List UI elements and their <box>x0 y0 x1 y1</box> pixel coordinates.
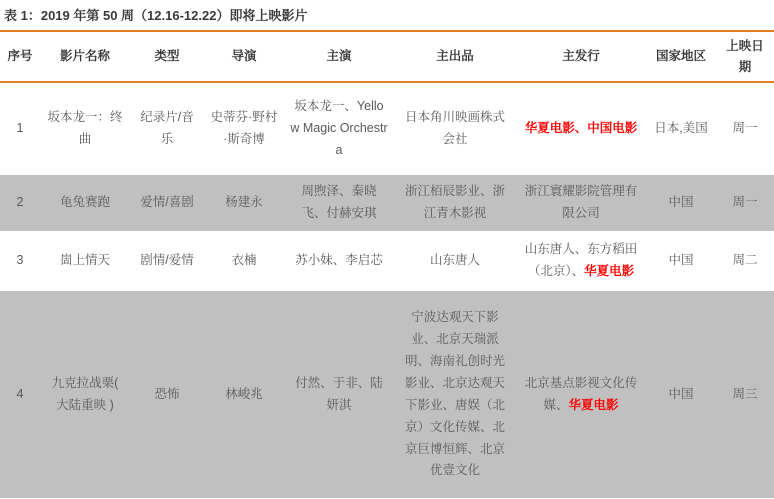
table-row <box>0 291 774 498</box>
distributor-plain: 山东唐人、东方稻田（北京）、 <box>524 242 638 279</box>
upcoming-movies-table <box>0 32 774 498</box>
cell-no: 3 <box>16 253 24 268</box>
table-row <box>0 231 774 291</box>
cell-cast: 周煦泽、秦晓飞、付赫安琪 <box>284 175 394 231</box>
cell-distributor <box>516 291 646 498</box>
table-row <box>0 82 774 175</box>
cell-genre: 恐怖 <box>130 291 204 498</box>
cell-film-name: 崮上情天 <box>59 253 110 268</box>
cell-film-name: 九克拉战栗( 大陆重映 ) <box>40 291 130 498</box>
distributor-plain: 北京基点影视文化传媒、 <box>524 375 638 412</box>
header-cast: 主演 <box>284 32 394 82</box>
cell-no: 2 <box>0 175 40 231</box>
cell-cast: 苏小妹、李启芯 <box>295 253 383 268</box>
table-title: 表 1：2019 年第 50 周（12.16-12.22）即将上映影片 <box>0 0 774 32</box>
cell-producer: 山东唐人 <box>429 253 480 268</box>
distributor-plain: 浙江寰耀影院管理有限公司 <box>524 184 638 221</box>
cell-producer: 宁波达观天下影业、北京天瑞派明、海南礼创时光影业、北京达观天下影业、唐娱（北京）文化传媒、北京巨博恒辉、北京优壹文化 <box>394 291 516 498</box>
cell-cast: 付然、于非、陆妍淇 <box>284 291 394 498</box>
cell-director: 林峻兆 <box>204 291 284 498</box>
cell-release-day: 周一 <box>716 175 774 231</box>
cell-director: 史蒂芬·野村·斯奇博 <box>210 110 278 147</box>
cell-genre: 剧情/爱情 <box>140 253 194 268</box>
header-distributor: 主发行 <box>516 32 646 82</box>
cell-film-name: 坂本龙一：终曲 <box>47 110 123 147</box>
cell-distributor <box>516 82 646 175</box>
cell-distributor <box>516 175 646 231</box>
cell-release-day: 周二 <box>732 253 758 268</box>
header-region: 国家地区 <box>646 32 716 82</box>
cell-distributor <box>516 231 646 291</box>
cell-region: 中国 <box>646 175 716 231</box>
cell-producer: 浙江栢辰影业、浙江青木影视 <box>394 175 516 231</box>
cell-film-name: 龟兔赛跑 <box>40 175 130 231</box>
cell-region: 日本,美国 <box>654 121 708 136</box>
cell-genre: 纪录片/音乐 <box>140 110 194 147</box>
header-genre: 类型 <box>130 32 204 82</box>
header-film-name: 影片名称 <box>40 32 130 82</box>
table-row <box>0 175 774 231</box>
cell-director: 衣楠 <box>231 253 257 268</box>
cell-region: 中国 <box>646 291 716 498</box>
header-producer: 主出品 <box>394 32 516 82</box>
distributor-highlighted: 华夏电影 <box>568 397 619 412</box>
header-director: 导演 <box>204 32 284 82</box>
cell-no: 1 <box>16 121 24 136</box>
cell-release-day: 周三 <box>716 291 774 498</box>
cell-release-day: 周一 <box>732 121 758 136</box>
header-release-day: 上映日期 <box>716 32 774 82</box>
cell-region: 中国 <box>668 253 694 268</box>
table-header-row <box>0 32 774 82</box>
header-no: 序号 <box>0 32 40 82</box>
cell-director: 杨建永 <box>204 175 284 231</box>
distributor-highlighted: 华夏电影 <box>584 264 635 279</box>
cell-cast: 坂本龙一、Yellow Magic Orchestra <box>290 99 388 158</box>
cell-genre: 爱情/喜剧 <box>130 175 204 231</box>
cell-producer: 日本角川映画株式会社 <box>404 110 505 147</box>
cell-no: 4 <box>0 291 40 498</box>
distributor-highlighted: 华夏电影、中国电影 <box>524 121 638 136</box>
